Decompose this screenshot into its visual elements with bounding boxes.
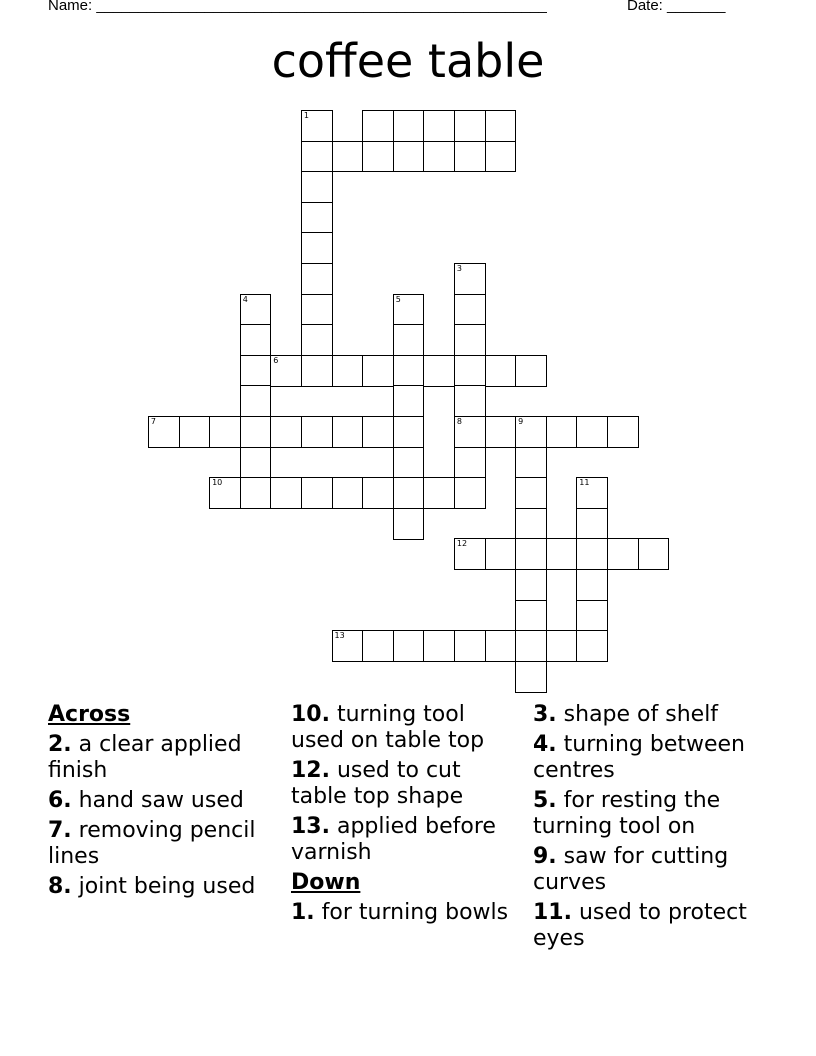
grid-cell[interactable] [515, 630, 547, 662]
grid-cell[interactable] [485, 538, 517, 570]
grid-cell[interactable] [240, 416, 272, 448]
grid-cell[interactable] [301, 355, 333, 387]
clue-down-11: 11. used to protect eyes [533, 900, 747, 951]
grid-cell[interactable] [454, 263, 486, 295]
grid-cell[interactable] [270, 477, 302, 509]
grid-cell[interactable] [515, 416, 547, 448]
grid-cell[interactable] [301, 202, 333, 234]
grid-cell[interactable] [362, 416, 394, 448]
grid-cell[interactable] [423, 110, 455, 142]
grid-cell[interactable] [454, 447, 486, 479]
grid-cell[interactable] [607, 538, 639, 570]
clue-column-3 [533, 702, 765, 956]
grid-cell[interactable] [362, 355, 394, 387]
grid-cell[interactable] [332, 355, 364, 387]
grid-cell[interactable] [301, 141, 333, 173]
grid-cell[interactable] [362, 630, 394, 662]
grid-cell[interactable] [393, 141, 425, 173]
page-title: coffee table [271, 34, 545, 88]
grid-cell[interactable] [393, 324, 425, 356]
across-heading: Across [48, 702, 131, 727]
clue-column-1 [48, 702, 280, 904]
grid-cell[interactable] [240, 477, 272, 509]
grid-cell[interactable] [515, 508, 547, 540]
grid-cell[interactable] [148, 416, 180, 448]
grid-cell[interactable] [515, 538, 547, 570]
grid-cell[interactable] [454, 324, 486, 356]
grid-cell[interactable] [393, 477, 425, 509]
grid-cell[interactable] [485, 630, 517, 662]
clue-across-7: 7. removing pencil lines [48, 818, 256, 869]
clue-number-label: 9 [518, 417, 524, 426]
grid-cell[interactable] [576, 477, 608, 509]
grid-cell[interactable] [240, 447, 272, 479]
grid-cell[interactable] [301, 477, 333, 509]
grid-cell[interactable] [423, 141, 455, 173]
clue-number-label: 3 [456, 264, 462, 273]
clue-across-12: 12. used to cut table top shape [291, 758, 464, 809]
grid-cell[interactable] [332, 416, 364, 448]
grid-cell[interactable] [485, 416, 517, 448]
grid-cell[interactable] [240, 355, 272, 387]
grid-cell[interactable] [485, 110, 517, 142]
grid-cell[interactable] [423, 355, 455, 387]
name-field-label: Name: ______________________________________________________ [48, 0, 547, 14]
grid-cell[interactable] [546, 538, 578, 570]
grid-cell[interactable] [393, 630, 425, 662]
clue-down-1: 1. for turning bowls [291, 900, 509, 925]
grid-cell[interactable] [301, 324, 333, 356]
grid-cell[interactable] [393, 508, 425, 540]
grid-cell[interactable] [515, 600, 547, 632]
grid-cell[interactable] [393, 447, 425, 479]
clue-number-label: 8 [456, 417, 462, 426]
clue-number-label: 13 [334, 631, 345, 641]
grid-cell[interactable] [576, 508, 608, 540]
clue-across-6: 6. hand saw used [48, 788, 244, 813]
grid-cell[interactable] [423, 630, 455, 662]
grid-cell[interactable] [515, 569, 547, 601]
clue-number-label: 11 [579, 478, 590, 488]
clue-number-label: 5 [395, 294, 401, 304]
grid-cell[interactable] [454, 477, 486, 509]
grid-cell[interactable] [546, 416, 578, 448]
grid-cell[interactable] [240, 324, 272, 356]
clue-number-label: 4 [242, 294, 248, 304]
grid-cell[interactable] [332, 477, 364, 509]
down-heading: Down [291, 870, 361, 895]
grid-cell[interactable] [515, 661, 547, 693]
grid-cell[interactable] [454, 538, 486, 570]
grid-cell[interactable] [485, 141, 517, 173]
grid-cell[interactable] [301, 263, 333, 295]
grid-cell[interactable] [638, 538, 670, 570]
grid-cell[interactable] [515, 447, 547, 479]
grid-cell[interactable] [576, 569, 608, 601]
grid-cell[interactable] [209, 416, 241, 448]
grid-cell[interactable] [240, 385, 272, 417]
grid-cell[interactable] [393, 110, 425, 142]
grid-cell[interactable] [454, 385, 486, 417]
grid-cell[interactable] [607, 416, 639, 448]
grid-cell[interactable] [393, 294, 425, 326]
grid-cell[interactable] [301, 294, 333, 326]
clue-number-label: 6 [273, 355, 279, 365]
grid-cell[interactable] [393, 385, 425, 417]
clue-number-label: 10 [212, 478, 223, 488]
grid-cell[interactable] [209, 477, 241, 509]
grid-cell[interactable] [515, 355, 547, 387]
clue-number-label: 12 [456, 539, 468, 549]
grid-cell[interactable] [454, 141, 486, 173]
clue-down-5: 5. for resting the turning tool on [533, 788, 721, 839]
clue-down-4: 4. turning between centres [533, 732, 745, 783]
grid-cell[interactable] [270, 355, 302, 387]
grid-cell[interactable] [393, 416, 425, 448]
clue-number-label: 1 [303, 111, 309, 120]
grid-cell[interactable] [270, 416, 302, 448]
clue-down-3: 3. shape of shelf [533, 702, 719, 727]
grid-cell[interactable] [179, 416, 211, 448]
grid-cell[interactable] [332, 141, 364, 173]
grid-cell[interactable] [454, 110, 486, 142]
grid-cell[interactable] [240, 294, 272, 326]
grid-cell[interactable] [362, 110, 394, 142]
grid-cell[interactable] [485, 355, 517, 387]
grid-cell[interactable] [576, 600, 608, 632]
grid-cell[interactable] [576, 416, 608, 448]
grid-cell[interactable] [301, 110, 333, 142]
grid-cell[interactable] [454, 416, 486, 448]
grid-cell[interactable] [454, 355, 486, 387]
grid-cell[interactable] [301, 232, 333, 264]
grid-cell[interactable] [301, 171, 333, 203]
grid-cell[interactable] [454, 294, 486, 326]
grid-cell[interactable] [454, 630, 486, 662]
clue-number-label: 7 [150, 417, 156, 426]
grid-cell[interactable] [576, 630, 608, 662]
grid-cell[interactable] [362, 141, 394, 173]
grid-cell[interactable] [423, 477, 455, 509]
clue-column-2 [291, 702, 523, 930]
clue-across-2: 2. a clear applied finish [48, 732, 242, 783]
grid-cell[interactable] [332, 630, 364, 662]
clue-down-9: 9. saw for cutting curves [533, 844, 729, 895]
date-field-label: Date: _______ [627, 0, 726, 14]
grid-cell[interactable] [515, 477, 547, 509]
clue-across-8: 8. joint being used [48, 874, 256, 899]
grid-cell[interactable] [301, 416, 333, 448]
clue-across-10: 10. turning tool used on table top [291, 702, 485, 753]
clue-across-13: 13. applied before varnish [291, 814, 496, 865]
grid-cell[interactable] [393, 355, 425, 387]
grid-cell[interactable] [576, 538, 608, 570]
grid-cell[interactable] [546, 630, 578, 662]
grid-cell[interactable] [362, 477, 394, 509]
